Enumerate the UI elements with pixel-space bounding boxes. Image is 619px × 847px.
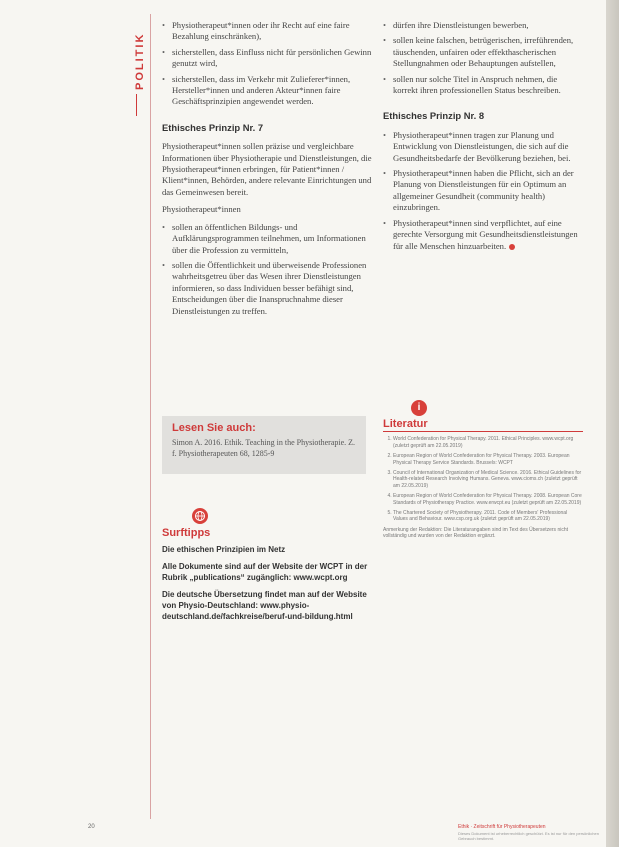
surf-subtitle: Die ethischen Prinzipien im Netz bbox=[162, 544, 286, 554]
info-icon: i bbox=[411, 400, 427, 416]
page-number: 20 bbox=[88, 824, 95, 830]
end-mark-icon bbox=[509, 244, 515, 250]
page-edge bbox=[606, 0, 619, 847]
heading-prinzip-8: Ethisches Prinzip Nr. 8 bbox=[383, 110, 485, 122]
right-bullets-bottom bbox=[383, 130, 583, 252]
www-icon bbox=[192, 508, 208, 524]
literature-list bbox=[383, 436, 583, 522]
right-bullets-top bbox=[383, 20, 583, 96]
journal-name: Ethik · Zeitschrift für Physiotherapeuten bbox=[458, 824, 546, 830]
section-label: POLITIK bbox=[134, 32, 146, 90]
section-tick bbox=[136, 94, 137, 116]
left-bullets-bottom bbox=[162, 222, 372, 317]
intro-text: Physiotherapeut*innen bbox=[162, 204, 241, 215]
literature-section bbox=[383, 418, 583, 540]
list-item: • sicherstellen, dass im Verkehr mit Zulieferer*innen, Hersteller*innen und anderen Akteur*innen faire Geschäftsprinzipien angewendet werden. bbox=[162, 74, 372, 108]
literature-note: Anmerkung der Redaktion: Die Literaturangaben sind im Text des Übersetzers nicht vollständig und wurden von der Redaktion ergänzt. bbox=[383, 526, 569, 540]
right-column bbox=[383, 20, 583, 256]
read-also-title: Lesen Sie auch: bbox=[172, 422, 256, 434]
surf-title: Surftipps bbox=[162, 527, 211, 539]
list-item: • sollen an öffentlichen Bildungs- und Aufklärungsprogrammen teilnehmen, um Informationen über die Profession zu vermitteln, bbox=[162, 222, 372, 256]
literature-rule bbox=[383, 431, 583, 432]
list-item: • sollen keine falschen, betrügerischen, irreführenden, täuschenden, unfairen oder effekthascherischen Stellungnahmen oder Behauptungen aufstellen, bbox=[383, 35, 583, 69]
literature-item: 2. European Region of World Confederation for Physical Therapy. 2003. European Physical Therapy Service Standards. Brussels: WCPT bbox=[393, 453, 583, 466]
list-item: • sollen die Öffentlichkeit und überweisende Professionen wahrheitsgetreu über das Wesen ihrer Dienstleistungen informieren, so dass Individuen besser befähigt sind, Entscheidungen über die Inanspruchnahme dieser Dienstleistungen zu treffen. bbox=[162, 260, 372, 317]
list-item: • dürfen ihre Dienstleistungen bewerben, bbox=[383, 20, 583, 31]
read-also-text: Simon A. 2016. Ethik. Teaching in the Physiotherapie. Z. f. Physiotherapeuten 68, 1285-9 bbox=[172, 438, 356, 458]
literature-item: 5. The Chartered Society of Physiotherapy. 2011. Code of Members' Professional Values and Behaviour. www.csp.org.uk (zuletzt geprüft am 22.05.2019) bbox=[393, 510, 583, 523]
globe-icon bbox=[192, 508, 208, 524]
side-rule bbox=[150, 14, 151, 819]
list-item: • Physiotherapeut*innen oder ihr Recht auf eine faire Bezahlung einschränken), bbox=[162, 20, 372, 43]
surf-tips bbox=[162, 528, 372, 629]
journal-footer bbox=[458, 824, 598, 830]
heading-prinzip-7: Ethisches Prinzip Nr. 7 bbox=[162, 121, 264, 133]
paragraph-prinzip-7: Physiotherapeut*innen sollen präzise und vergleichbare Informationen über Physiotherapie und Dienstleistungen, die Physiotherapeut*innen erbringen, für Patient*innen / Klient*innen, Behörden, andere relevante Einrichtungen und das Gemeinwesen bereit. bbox=[162, 141, 372, 197]
literature-item: 1. World Confederation for Physical Therapy. 2011. Ethical Principles. www.wcpt.org (zuletzt geprüft am 22.05.2019) bbox=[393, 436, 583, 449]
footer-note: Dieses Dokument ist urheberrechtlich geschützt. Es ist nur für den persönlichen Gebrauch bestimmt. bbox=[458, 831, 599, 841]
left-bullets-top bbox=[162, 20, 372, 108]
list-item: • sollen nur solche Titel in Anspruch nehmen, die korrekt ihren professionellen Status beschreiben. bbox=[383, 74, 583, 97]
surf-paragraph-2[interactable]: Die deutsche Übersetzung findet man auf der Website von Physio-Deutschland: www.physio-deutschland.de/fachkreise/beruf-und-bildung.html bbox=[162, 590, 367, 621]
literature-item: 4. European Region of World Confederation for Physical Therapy. 2008. European Core Standards of Physiotherapy Practice. www.erwcpt.eu (zuletzt geprüft am 22.05.2019) bbox=[393, 493, 583, 506]
list-item bbox=[383, 218, 583, 252]
list-item: • Physiotherapeut*innen tragen zur Planung und Entwicklung von Dienstleistungen, die sich auf die Gesundheitsbedarfe der Bevölkerung beziehen, bei. bbox=[383, 130, 583, 164]
list-item: • sicherstellen, dass Einfluss nicht für persönlichen Gewinn genutzt wird, bbox=[162, 47, 372, 70]
list-item: • Physiotherapeut*innen haben die Pflicht, sich an der Planung von Dienstleistungen für ein Optimum an allgemeiner Gesundheit (community health) einzubringen. bbox=[383, 168, 583, 214]
left-column bbox=[162, 20, 372, 321]
literature-item: 3. Council of International Organization of Medical Science. 2016. Ethical Guidelines for Health-related Research Involving Humans. Geneva. www.cioms.ch (zuletzt geprüft am 22.05.2019) bbox=[393, 470, 583, 489]
read-also-box bbox=[162, 416, 366, 474]
list-item-text: Physiotherapeut*innen sind verpflichtet, auf eine gerechte Versorgung mit Gesundheitsdienstleistungen für alle Menschen hinzuarbeiten. bbox=[393, 217, 578, 251]
surf-paragraph-1[interactable]: Alle Dokumente sind auf der Website der WCPT in der Rubrik „publications“ zugänglich: www.wcpt.org bbox=[162, 562, 368, 582]
literature-title: Literatur bbox=[383, 418, 428, 430]
